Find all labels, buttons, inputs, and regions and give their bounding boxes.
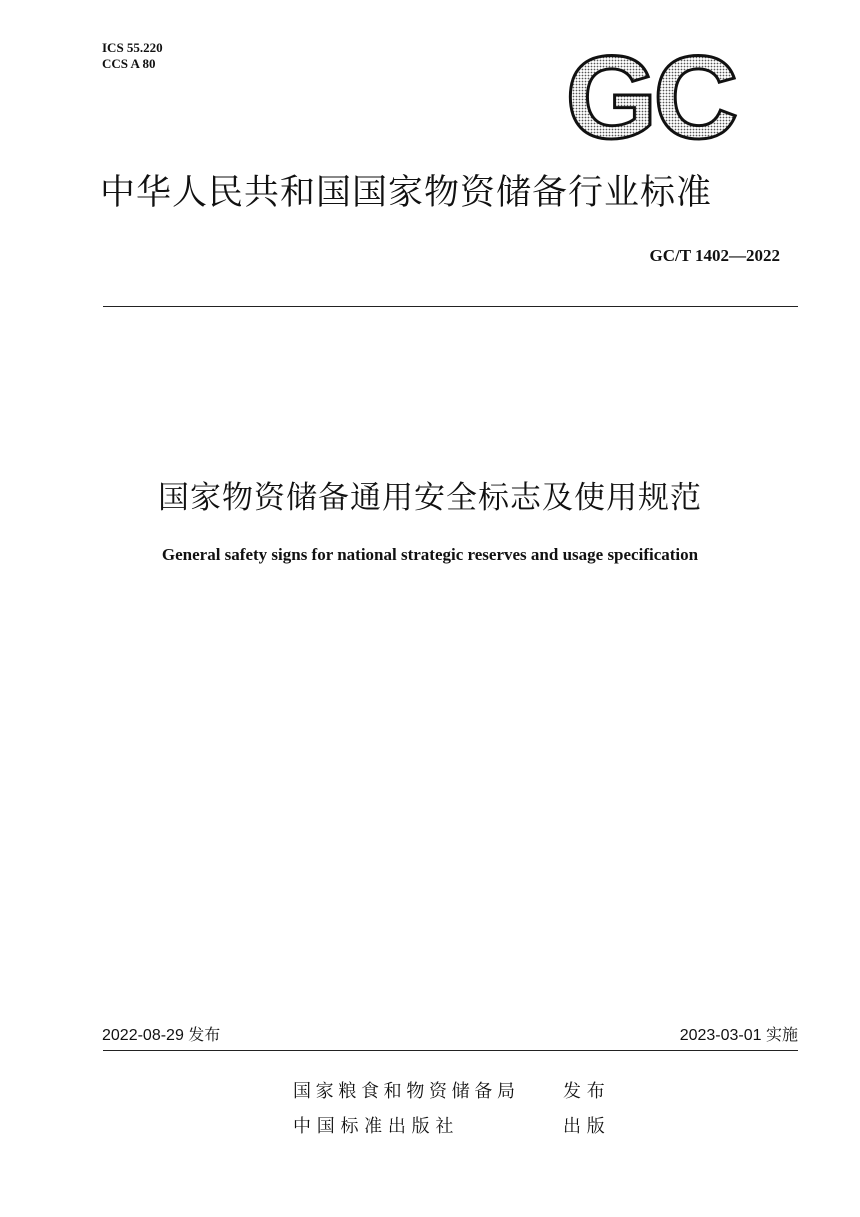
gc-logo-text: GC [565,38,735,148]
ccs-code: CCS A 80 [102,56,156,71]
top-divider [103,306,798,307]
bottom-divider [103,1050,798,1051]
ics-code: ICS 55.220 [102,40,163,55]
gc-logo [560,38,740,148]
implement-date [680,1022,798,1045]
classification-codes [102,40,163,72]
document-title-cn: 国家物资储备通用安全标志及使用规范 [158,480,702,516]
industry-standard-title: 中华人民共和国国家物资储备行业标准 [100,173,713,213]
implement-date-value: 2023-03-01 [679,1027,762,1044]
issue-date-value: 2022-08-29 [102,1027,184,1044]
press-role: 出 版 [563,1116,605,1137]
issue-date-label: 发布 [188,1025,221,1044]
press-name: 中 国 标 准 出 版 社 [293,1116,454,1137]
publisher-name: 国家粮食和物资储备局 [293,1081,515,1102]
issue-date [102,1022,220,1045]
standard-number: GC/T 1402—2022 [649,246,780,265]
implement-date-label: 实施 [765,1025,798,1044]
publisher-role: 发 布 [563,1081,605,1102]
document-title-en: General safety signs for national strategic reserves and usage specification [161,545,699,564]
